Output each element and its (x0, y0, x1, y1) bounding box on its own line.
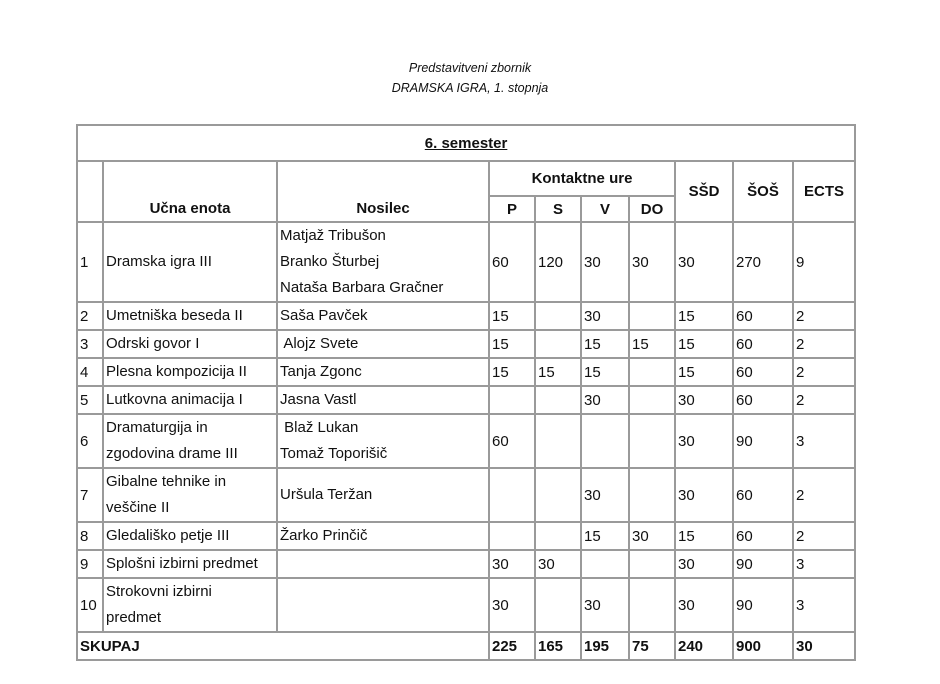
holder-name: Branko Šturbej (280, 253, 380, 270)
holder-cell (277, 330, 489, 358)
value-do (629, 550, 675, 578)
holder-name: Žarko Prinčič (280, 527, 368, 544)
row-number: 7 (77, 468, 103, 522)
value-sos: 60 (733, 358, 793, 386)
unit-cell (103, 358, 277, 386)
unit-name: Strokovni izbirni (106, 583, 212, 600)
value-p: 60 (489, 222, 535, 302)
row-number: 4 (77, 358, 103, 386)
holder-name: Tanja Zgonc (280, 363, 362, 380)
unit-cell (103, 386, 277, 414)
table-row (77, 386, 855, 414)
holder-cell (277, 550, 489, 578)
unit-name: zgodovina drame III (106, 445, 238, 462)
value-v: 30 (581, 578, 629, 632)
value-s (535, 578, 581, 632)
header-holder: Nosilec (277, 161, 489, 222)
table-row (77, 578, 855, 632)
table-row (77, 468, 855, 522)
holder-cell (277, 358, 489, 386)
unit-name: Plesna kompozicija II (106, 363, 247, 380)
total-label: SKUPAJ (77, 632, 489, 660)
holder-name: Matjaž Tribušon (280, 227, 386, 244)
value-ssd: 30 (675, 222, 733, 302)
value-ects: 2 (793, 358, 855, 386)
header-line-2: DRAMSKA IGRA, 1. stopnja (391, 81, 549, 95)
value-sos: 60 (733, 330, 793, 358)
value-sos: 60 (733, 468, 793, 522)
value-s (535, 386, 581, 414)
holder-cell (277, 522, 489, 550)
holder-cell (277, 414, 489, 468)
header-ects: ECTS (793, 161, 855, 222)
value-s: 15 (535, 358, 581, 386)
value-ects: 2 (793, 386, 855, 414)
value-p (489, 468, 535, 522)
value-v: 30 (581, 222, 629, 302)
value-do (629, 468, 675, 522)
value-v: 15 (581, 522, 629, 550)
unit-name: Gledališko petje III (106, 527, 230, 544)
unit-name: predmet (106, 609, 162, 626)
value-s: 30 (535, 550, 581, 578)
holder-name: Jasna Vastl (280, 391, 357, 408)
value-ects: 3 (793, 414, 855, 468)
header-contact-hours: Kontaktne ure (489, 161, 675, 196)
unit-name: Umetniška beseda II (106, 307, 243, 324)
value-s (535, 468, 581, 522)
header-cell-number (77, 161, 103, 222)
header-s: S (535, 196, 581, 222)
value-ssd: 30 (675, 414, 733, 468)
holder-cell (277, 302, 489, 330)
value-ects: 2 (793, 302, 855, 330)
row-number: 3 (77, 330, 103, 358)
document-header (0, 58, 940, 98)
value-ssd: 15 (675, 302, 733, 330)
value-sos: 60 (733, 302, 793, 330)
value-p: 60 (489, 414, 535, 468)
value-p: 30 (489, 550, 535, 578)
total-p: 225 (489, 632, 535, 660)
value-ssd: 15 (675, 358, 733, 386)
header-unit: Učna enota (103, 161, 277, 222)
value-s: 120 (535, 222, 581, 302)
value-ects: 3 (793, 550, 855, 578)
total-ssd: 240 (675, 632, 733, 660)
value-ssd: 15 (675, 522, 733, 550)
table-row (77, 358, 855, 386)
unit-cell (103, 578, 277, 632)
row-number: 8 (77, 522, 103, 550)
unit-cell (103, 414, 277, 468)
value-ects: 9 (793, 222, 855, 302)
value-sos: 60 (733, 522, 793, 550)
value-p: 15 (489, 302, 535, 330)
semester-title: 6. semester (77, 125, 855, 161)
unit-name: Splošni izbirni predmet (106, 555, 258, 572)
header-sos: ŠOŠ (733, 161, 793, 222)
value-do: 30 (629, 522, 675, 550)
value-sos: 270 (733, 222, 793, 302)
total-ects: 30 (793, 632, 855, 660)
unit-name: Gibalne tehnike in (106, 473, 227, 490)
value-p: 30 (489, 578, 535, 632)
value-v: 30 (581, 468, 629, 522)
unit-cell (103, 302, 277, 330)
value-p: 15 (489, 358, 535, 386)
total-s: 165 (535, 632, 581, 660)
total-v: 195 (581, 632, 629, 660)
total-sos: 900 (733, 632, 793, 660)
value-ects: 2 (793, 468, 855, 522)
value-ssd: 30 (675, 550, 733, 578)
row-number: 5 (77, 386, 103, 414)
holder-cell (277, 468, 489, 522)
value-do: 30 (629, 222, 675, 302)
value-s (535, 330, 581, 358)
value-p (489, 522, 535, 550)
holder-cell (277, 222, 489, 302)
value-v: 15 (581, 358, 629, 386)
value-v: 30 (581, 302, 629, 330)
holder-cell (277, 578, 489, 632)
course-table (76, 124, 856, 661)
holder-cell (277, 386, 489, 414)
unit-name: Dramaturgija in (106, 419, 208, 436)
unit-name: Odrski govor I (106, 335, 200, 352)
row-number: 9 (77, 550, 103, 578)
value-p (489, 386, 535, 414)
row-number: 2 (77, 302, 103, 330)
value-ects: 2 (793, 330, 855, 358)
header-line-1: Predstavitveni zbornik (408, 61, 532, 75)
unit-name: veščine II (106, 499, 170, 516)
table-row (77, 522, 855, 550)
table-row (77, 330, 855, 358)
value-ssd: 30 (675, 468, 733, 522)
value-sos: 90 (733, 414, 793, 468)
unit-cell (103, 522, 277, 550)
value-do (629, 302, 675, 330)
unit-cell (103, 222, 277, 302)
value-do (629, 414, 675, 468)
value-ssd: 15 (675, 330, 733, 358)
value-do (629, 386, 675, 414)
semester-row (77, 125, 855, 161)
value-ects: 3 (793, 578, 855, 632)
table-row (77, 302, 855, 330)
value-ssd: 30 (675, 386, 733, 414)
value-ssd: 30 (675, 578, 733, 632)
holder-name: Alojz Svete (280, 335, 359, 352)
value-v (581, 414, 629, 468)
value-s (535, 414, 581, 468)
header-ssd: SŠD (675, 161, 733, 222)
holder-name: Nataša Barbara Gračner (280, 279, 444, 296)
value-v: 15 (581, 330, 629, 358)
total-row (77, 632, 855, 660)
unit-cell (103, 550, 277, 578)
value-s (535, 302, 581, 330)
row-number: 1 (77, 222, 103, 302)
holder-name: Blaž Lukan (280, 419, 359, 436)
holder-name: Saša Pavček (280, 307, 368, 324)
value-p: 15 (489, 330, 535, 358)
value-ects: 2 (793, 522, 855, 550)
header-p: P (489, 196, 535, 222)
total-do: 75 (629, 632, 675, 660)
table-row (77, 550, 855, 578)
value-s (535, 522, 581, 550)
row-number: 10 (77, 578, 103, 632)
unit-cell (103, 330, 277, 358)
value-do (629, 358, 675, 386)
unit-name: Lutkovna animacija I (106, 391, 243, 408)
header-row (77, 161, 855, 196)
table-row (77, 414, 855, 468)
holder-name: Uršula Teržan (280, 486, 373, 503)
value-do: 15 (629, 330, 675, 358)
holder-name: Tomaž Toporišič (280, 445, 388, 462)
value-do (629, 578, 675, 632)
table-row (77, 222, 855, 302)
header-v: V (581, 196, 629, 222)
value-sos: 90 (733, 550, 793, 578)
value-sos: 60 (733, 386, 793, 414)
unit-name: Dramska igra III (106, 253, 212, 270)
header-do: DO (629, 196, 675, 222)
unit-cell (103, 468, 277, 522)
value-v: 30 (581, 386, 629, 414)
row-number: 6 (77, 414, 103, 468)
value-v (581, 550, 629, 578)
value-sos: 90 (733, 578, 793, 632)
